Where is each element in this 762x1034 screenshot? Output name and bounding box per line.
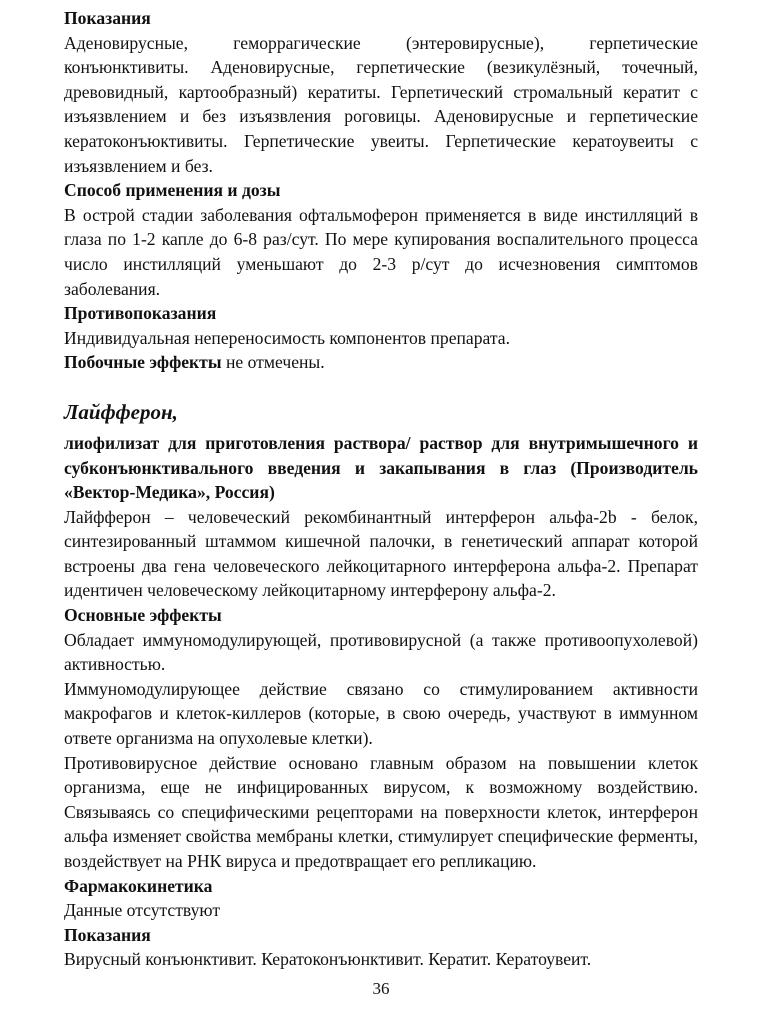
side-effects-paragraph bbox=[64, 350, 698, 375]
dosage-text: В острой стадии заболевания офтальмоферон применяется в виде инстилляций в глаза по 1-2 капле до 6-8 раз/сут. По мере купирования воспалительного процесса число инстилляций уменьшают до 2-3 р/сут до исчезновения симптомов заболевания. bbox=[64, 204, 698, 299]
indications-text: Аденовирусные, геморрагические (энтеровирусные), герпетические конъюнктивиты. Аденовирусные, герпетические (везикулёзный, точечный, древовидный, картообразный) кератиты. Герпетический стромальный кератит с изъязвлением и без изъязвления роговицы. Аденовирусные и герпетические кератоконъюктивиты. Герпетические увеиты. Герпетические кератоувеиты с изъязвлением и без. bbox=[64, 32, 698, 176]
pharmacokinetics-heading: Фармакокинетика bbox=[64, 875, 213, 896]
indications-text-2: Вирусный конъюнктивит. Кератоконъюнктивит. Кератит. Кератоувеит. bbox=[64, 949, 592, 970]
dosage-heading: Способ применения и дозы bbox=[64, 180, 281, 201]
page-content bbox=[64, 6, 698, 972]
indications-heading: Показания bbox=[64, 8, 151, 28]
main-effects-paragraph-3: Противовирусное действие основано главным образом на повышении клеток организма, еще не инфицированных вирусом, к возможному воздействию. Связываясь со специфическими рецепторами на поверхности клеток, интерферон альфа изменяет свойства мембраны клетки, стимулирует специфические ферменты, воздействует на РНК вируса и предотвращает его репликацию. bbox=[64, 752, 698, 871]
indications-heading-2: Показания bbox=[64, 924, 151, 945]
drug-description: Лайфферон – человеческий рекомбинантный интерферон альфа-2b - белок, синтезированный штаммом кишечной палочки, в генетический аппарат которой встроены два гена человеческого лейкоцитарного интерферона альфа-2. Препарат идентичен человеческому лейкоцитарному интерферону альфа-2. bbox=[64, 506, 698, 601]
page-number: 36 bbox=[372, 979, 390, 998]
side-effects-heading: Побочные эффекты bbox=[64, 352, 222, 373]
contraindications-text: Индивидуальная непереносимость компонентов препарата. bbox=[64, 327, 510, 348]
main-effects-paragraph-2: Иммуномодулирующее действие связано со стимулированием активности макрофагов и клеток-киллеров (которые, в свою очередь, участвуют в иммунном ответе организма на опухолевые клетки). bbox=[64, 678, 698, 749]
pharmacokinetics-text: Данные отсутствуют bbox=[64, 900, 221, 921]
drug-form: лиофилизат для приготовления раствора/ раствор для внутримышечного и субконъюнктивального введения и закапывания в глаз (Производитель «Вектор-Медика», Россия) bbox=[64, 432, 698, 503]
main-effects-heading: Основные эффекты bbox=[64, 605, 222, 626]
contraindications-heading: Противопоказания bbox=[64, 303, 217, 324]
main-effects-paragraph-1: Обладает иммуномодулирующей, противовирусной (а также противоопухолевой) активностью. bbox=[64, 629, 698, 675]
side-effects-text: не отмечены. bbox=[221, 352, 325, 373]
drug-name: Лайфферон, bbox=[64, 399, 178, 424]
